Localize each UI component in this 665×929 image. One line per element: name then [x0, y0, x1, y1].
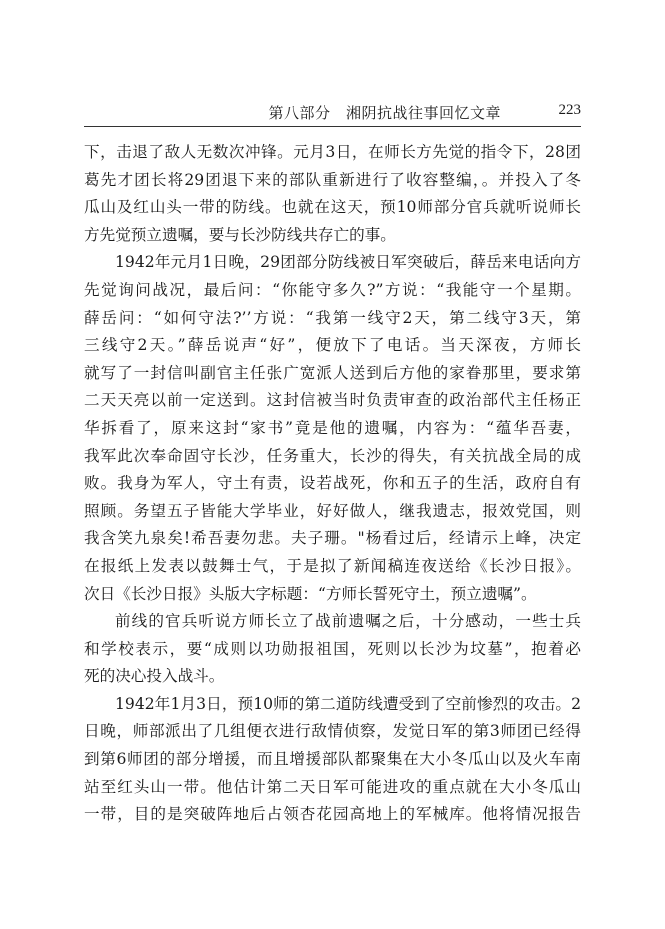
text-line: 薛岳问：“如何守法?’’方说：“我第一线守2天，第二线守3天，第 [84, 308, 581, 327]
text-line: 日晚，师部派出了几组便衣进行敌情侦察，发觉日军的第3师团已经得 [84, 722, 581, 741]
body-text [84, 139, 581, 829]
header-rule [84, 126, 581, 127]
text-line: 二天天亮以前一定送到。这封信被当时负责审查的政治部代主任杨正 [84, 391, 581, 410]
page-number: 223 [558, 102, 581, 118]
text-line: 我军此次奉命固守长沙，任务重大，长沙的得失，有关抗战全局的成 [84, 446, 581, 465]
text-line: 死的决心投入战斗。 [84, 667, 225, 686]
text-line: 次日《长沙日报》头版大字标题：“方师长誓死守土，预立遗嘱”。 [84, 584, 537, 603]
text-line: 败。我身为军人，守土有责，设若战死，你和五子的生活，政府自有 [84, 474, 581, 493]
text-line: 就写了一封信叫副官主任张广宽派人送到后方他的家眷那里，要求第 [84, 363, 581, 382]
text-line: 站至红头山一带。他估计第二天日军可能进攻的重点就在大小冬瓜山 [84, 777, 581, 796]
text-line: 在报纸上发表以鼓舞士气，于是拟了新闻稿连夜送给《长沙日报》。 [84, 556, 581, 575]
text-line: 先觉询问战况，最后问：“你能守多久?”方说：“我能守一个星期。 [84, 280, 581, 299]
text-line: 1942年元月1日晚，29团部分防线被日军突破后，薛岳来电话向方 [115, 253, 581, 272]
text-line: 华拆看了，原来这封“家书”竟是他的遗嘱，内容为：“蕴华吾妻， [84, 418, 581, 437]
text-line: 下，击退了敌人无数次冲锋。元月3日，在师长方先觉的指令下，28团 [84, 143, 581, 161]
text-line: 1942年1月3日，预10师的第二道防线遭受到了空前惨烈的攻击。2 [115, 694, 581, 713]
text-line: 一带，目的是突破阵地后占领杏花园高地上的军械库。他将情况报告 [84, 805, 581, 824]
text-line: 方先觉预立遗嘱，要与长沙防线共存亡的事。 [84, 225, 396, 244]
running-header [84, 100, 581, 128]
text-line: 照顾。务望五子皆能大学毕业，好好做人，继我遗志，报效党国，则 [84, 501, 581, 520]
text-line: 我含笑九泉矣!希吾妻勿悲。夫子珊。"杨看过后，经请示上峰，决定 [84, 529, 581, 548]
text-line: 和学校表示，要“成则以功勋报祖国，死则以长沙为坟墓”，抱着必 [84, 639, 581, 658]
text-line: 前线的官兵听说方师长立了战前遗嘱之后，十分感动，一些士兵 [115, 612, 581, 631]
text-line: 瓜山及红山头一带的防线。也就在这天，预10师部分官兵就听说师长 [84, 198, 581, 217]
section-title: 第八部分 湘阴抗战往事回忆文章 [268, 104, 501, 122]
text-line: 到第6师团的部分增援，而且增援部队都聚集在大小冬瓜山以及火车南 [84, 750, 581, 769]
text-line: 三线守2天。”薛岳说声“好”，便放下了电话。当天深夜，方师长 [84, 336, 581, 355]
text-line: 葛先才团长将29团退下来的部队重新进行了收容整编，。并投入了冬 [84, 170, 581, 189]
